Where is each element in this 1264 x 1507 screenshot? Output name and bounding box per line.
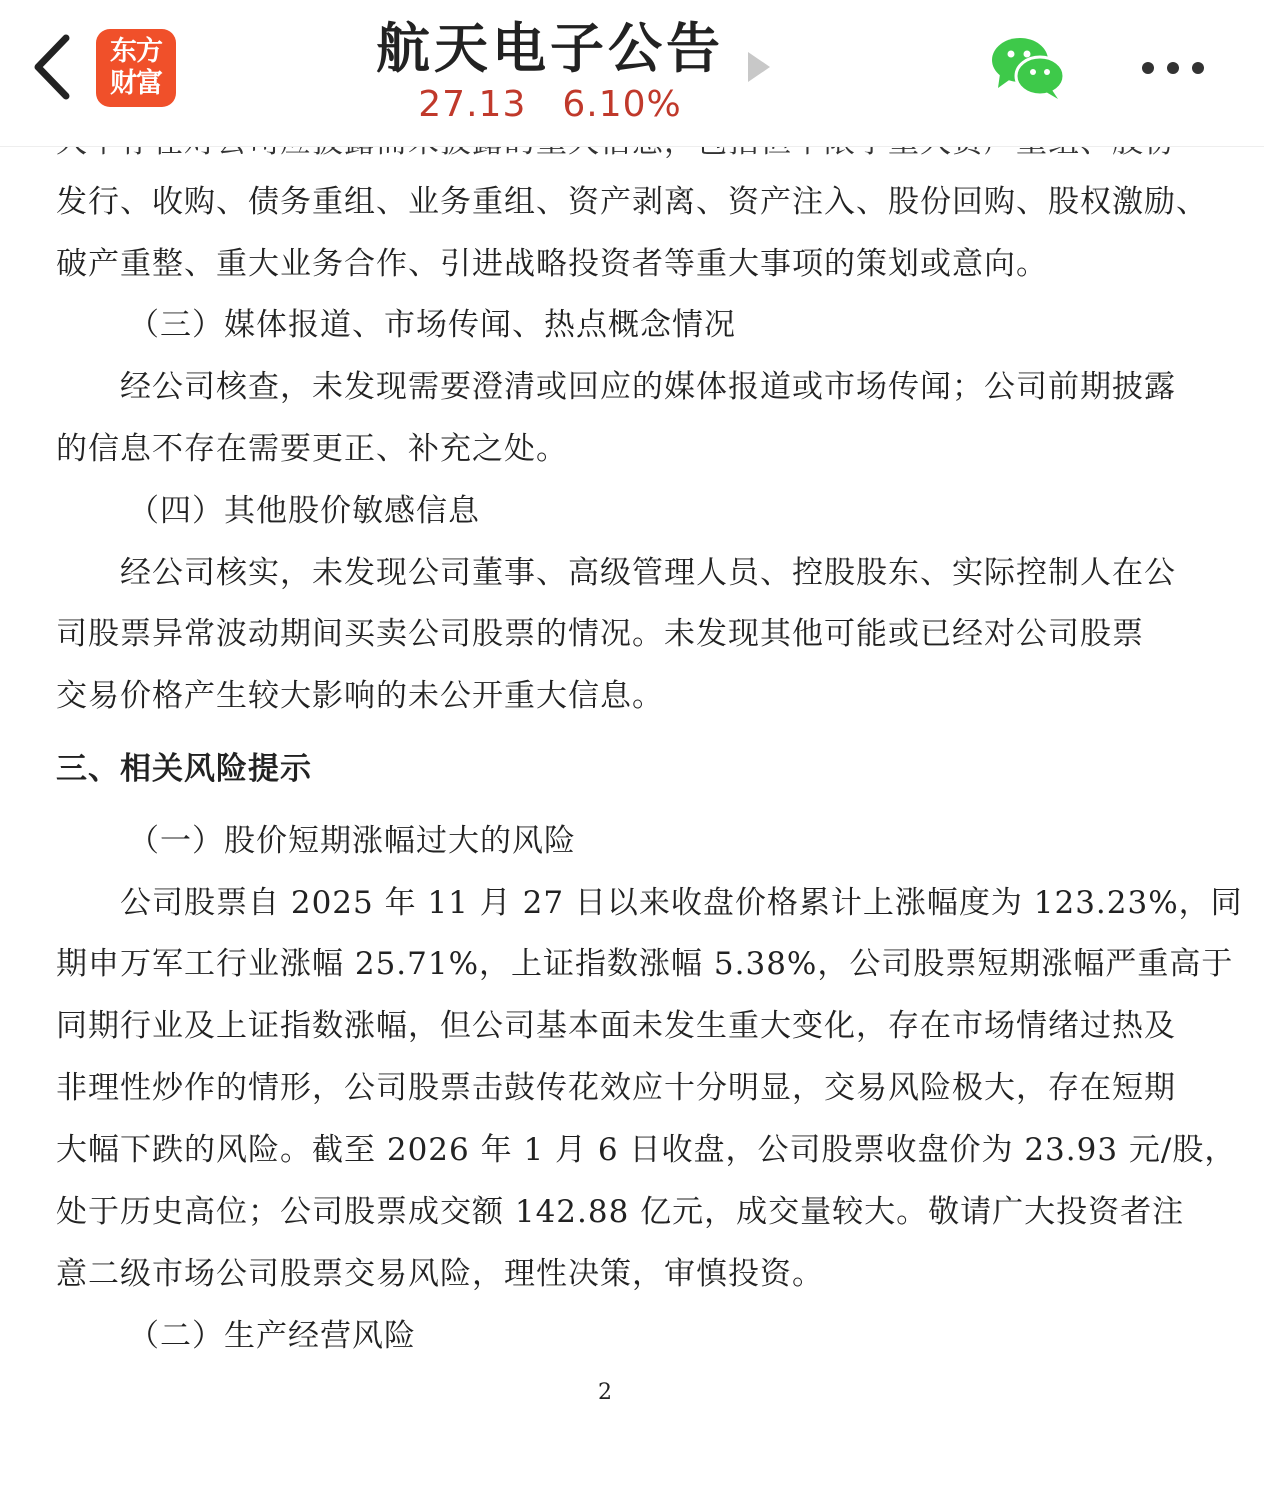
paragraph-line: 交易价格产生较大影响的未公开重大信息。 [56,678,664,714]
paragraph-line: 期申万军工行业涨幅 25.71%，上证指数涨幅 5.38%，公司股票短期涨幅严重高于 [56,946,1234,982]
paragraph-line: 公司股票自 2025 年 11 月 27 日以来收盘价格累计上涨幅度为 123.23%，同 [120,885,1243,921]
paragraph-line: 司股票异常波动期间买卖公司股票的情况。未发现其他可能或已经对公司股票 [56,616,1144,652]
subsection-heading: （四）其他股价敏感信息 [128,493,480,529]
wechat-icon[interactable] [990,36,1068,100]
app-header [0,0,1264,147]
paragraph-line: 处于历史高位；公司股票成交额 142.88 亿元，成交量较大。敬请广大投资者注 [56,1194,1185,1230]
back-arrow-icon[interactable] [30,34,74,100]
stock-quote [330,84,770,125]
paragraph-line: 的信息不存在需要更正、补充之处。 [56,431,568,467]
subsection-heading: （三）媒体报道、市场传闻、热点概念情况 [128,307,736,343]
paragraph-line: 经公司核实，未发现公司董事、高级管理人员、控股股东、实际控制人在公 [120,555,1176,591]
more-icon[interactable] [1140,60,1206,76]
subsection-heading: （一）股价短期涨幅过大的风险 [128,823,576,859]
page-title: 航天电子公告 [376,16,724,80]
page-number: 2 [598,1380,612,1405]
stock-price: 27.13 [418,84,527,125]
play-icon[interactable] [746,50,772,84]
paragraph-line: 大幅下跌的风险。截至 2026 年 1 月 6 日收盘，公司股票收盘价为 23.93 元/股， [56,1132,1237,1168]
paragraph-line: 非理性炒作的情形，公司股票击鼓传花效应十分明显，交易风险极大，存在短期 [56,1070,1176,1106]
paragraph-line: 破产重整、重大业务合作、引进战略投资者等重大事项的策划或意向。 [56,246,1048,282]
eastmoney-logo [96,29,176,107]
logo-text: 东方 [110,36,162,67]
subsection-heading: （二）生产经营风险 [128,1318,416,1354]
logo-text: 财富 [110,68,162,99]
paragraph-line: 同期行业及上证指数涨幅，但公司基本面未发生重大变化，存在市场情绪过热及 [56,1008,1176,1044]
paragraph-line: 发行、收购、债务重组、业务重组、资产剥离、资产注入、股份回购、股权激励、 [56,184,1208,220]
paragraph-line: 意二级市场公司股票交易风险，理性决策，审慎投资。 [56,1256,824,1292]
stock-change: 6.10% [562,84,682,125]
paragraph-line: 经公司核查，未发现需要澄清或回应的媒体报道或市场传闻；公司前期披露 [120,369,1176,405]
section-heading: 三、相关风险提示 [56,751,312,787]
